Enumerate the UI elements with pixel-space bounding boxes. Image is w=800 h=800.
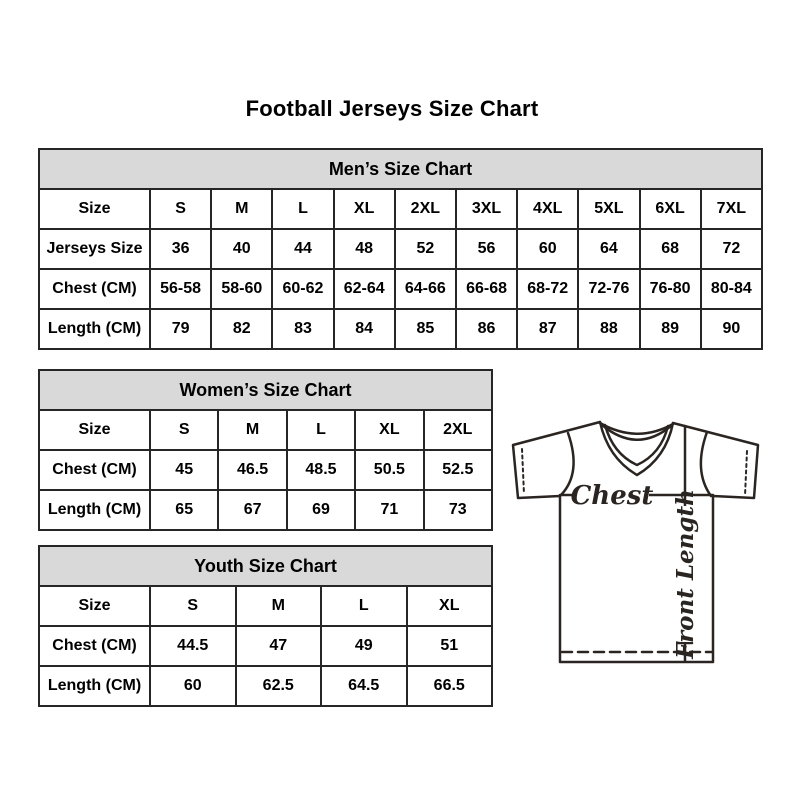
value-cell: L: [321, 586, 407, 626]
table-title-row: [39, 149, 762, 189]
value-cell: 76-80: [640, 269, 701, 309]
row-label-cell: Jerseys Size: [39, 229, 150, 269]
chest-label: Chest: [570, 481, 654, 511]
value-cell: 4XL: [517, 189, 578, 229]
value-cell: 62-64: [334, 269, 395, 309]
value-cell: M: [211, 189, 272, 229]
value-cell: 48.5: [287, 450, 355, 490]
value-cell: 72: [701, 229, 762, 269]
value-cell: 90: [701, 309, 762, 349]
value-cell: 62.5: [236, 666, 322, 706]
value-cell: 49: [321, 626, 407, 666]
value-cell: 40: [211, 229, 272, 269]
table-title-row: [39, 546, 492, 586]
value-cell: 52.5: [424, 450, 492, 490]
value-cell: M: [218, 410, 286, 450]
value-cell: 56-58: [150, 269, 211, 309]
value-cell: 6XL: [640, 189, 701, 229]
mens-size-table: [38, 148, 763, 350]
value-cell: 83: [272, 309, 333, 349]
value-cell: 48: [334, 229, 395, 269]
value-cell: 56: [456, 229, 517, 269]
value-cell: 36: [150, 229, 211, 269]
value-cell: 50.5: [355, 450, 423, 490]
value-cell: 3XL: [456, 189, 517, 229]
value-cell: 84: [334, 309, 395, 349]
value-cell: 51: [407, 626, 493, 666]
page-title: Football Jerseys Size Chart: [245, 96, 539, 121]
row-label-cell: Size: [39, 586, 150, 626]
value-cell: M: [236, 586, 322, 626]
table-row: [39, 229, 762, 269]
value-cell: 64.5: [321, 666, 407, 706]
value-cell: 64: [578, 229, 639, 269]
value-cell: 73: [424, 490, 492, 530]
value-cell: S: [150, 189, 211, 229]
value-cell: 66-68: [456, 269, 517, 309]
value-cell: 58-60: [211, 269, 272, 309]
value-cell: 7XL: [701, 189, 762, 229]
value-cell: 2XL: [424, 410, 492, 450]
value-cell: 64-66: [395, 269, 456, 309]
value-cell: 52: [395, 229, 456, 269]
jersey-outline: [513, 422, 758, 662]
value-cell: 44: [272, 229, 333, 269]
value-cell: 65: [150, 490, 218, 530]
value-cell: 60-62: [272, 269, 333, 309]
youth-size-table: [38, 545, 493, 707]
row-label-cell: Chest (CM): [39, 269, 150, 309]
value-cell: 68-72: [517, 269, 578, 309]
row-label-cell: Length (CM): [39, 309, 150, 349]
value-cell: 60: [517, 229, 578, 269]
row-label-cell: Length (CM): [39, 666, 150, 706]
womens-size-table: [38, 369, 493, 531]
value-cell: 85: [395, 309, 456, 349]
value-cell: 66.5: [407, 666, 493, 706]
row-label-cell: Size: [39, 410, 150, 450]
table-row: [39, 269, 762, 309]
row-label-cell: Length (CM): [39, 490, 150, 530]
value-cell: 79: [150, 309, 211, 349]
value-cell: 89: [640, 309, 701, 349]
value-cell: XL: [334, 189, 395, 229]
value-cell: 5XL: [578, 189, 639, 229]
value-cell: S: [150, 410, 218, 450]
value-cell: 67: [218, 490, 286, 530]
row-label-cell: Chest (CM): [39, 450, 150, 490]
table-row: [39, 490, 492, 530]
value-cell: XL: [355, 410, 423, 450]
value-cell: 46.5: [218, 450, 286, 490]
left-cuff-dashed-line: [522, 449, 524, 494]
jersey-measurement-diagram: [500, 408, 765, 670]
men-table-title: Men’s Size Chart: [39, 149, 762, 189]
value-cell: 68: [640, 229, 701, 269]
right-cuff-dashed-line: [745, 451, 747, 496]
value-cell: 69: [287, 490, 355, 530]
right-armhole-seam: [701, 432, 711, 496]
table-row: [39, 626, 492, 666]
table-row: [39, 189, 762, 229]
table-row: [39, 586, 492, 626]
value-cell: 87: [517, 309, 578, 349]
table-title-row: [39, 370, 492, 410]
value-cell: 82: [211, 309, 272, 349]
value-cell: 45: [150, 450, 218, 490]
front-length-label: Front Length: [672, 489, 699, 659]
collar-band-arc-2: [602, 425, 671, 440]
table-row: [39, 450, 492, 490]
value-cell: 88: [578, 309, 639, 349]
table-row: [39, 666, 492, 706]
row-label-cell: Size: [39, 189, 150, 229]
value-cell: 60: [150, 666, 236, 706]
youth-table-title: Youth Size Chart: [39, 546, 492, 586]
women-table-title: Women’s Size Chart: [39, 370, 492, 410]
value-cell: 72-76: [578, 269, 639, 309]
row-label-cell: Chest (CM): [39, 626, 150, 666]
value-cell: 80-84: [701, 269, 762, 309]
value-cell: L: [272, 189, 333, 229]
value-cell: 47: [236, 626, 322, 666]
table-row: [39, 410, 492, 450]
value-cell: 2XL: [395, 189, 456, 229]
value-cell: S: [150, 586, 236, 626]
value-cell: 71: [355, 490, 423, 530]
value-cell: 44.5: [150, 626, 236, 666]
table-row: [39, 309, 762, 349]
value-cell: 86: [456, 309, 517, 349]
value-cell: L: [287, 410, 355, 450]
value-cell: XL: [407, 586, 493, 626]
